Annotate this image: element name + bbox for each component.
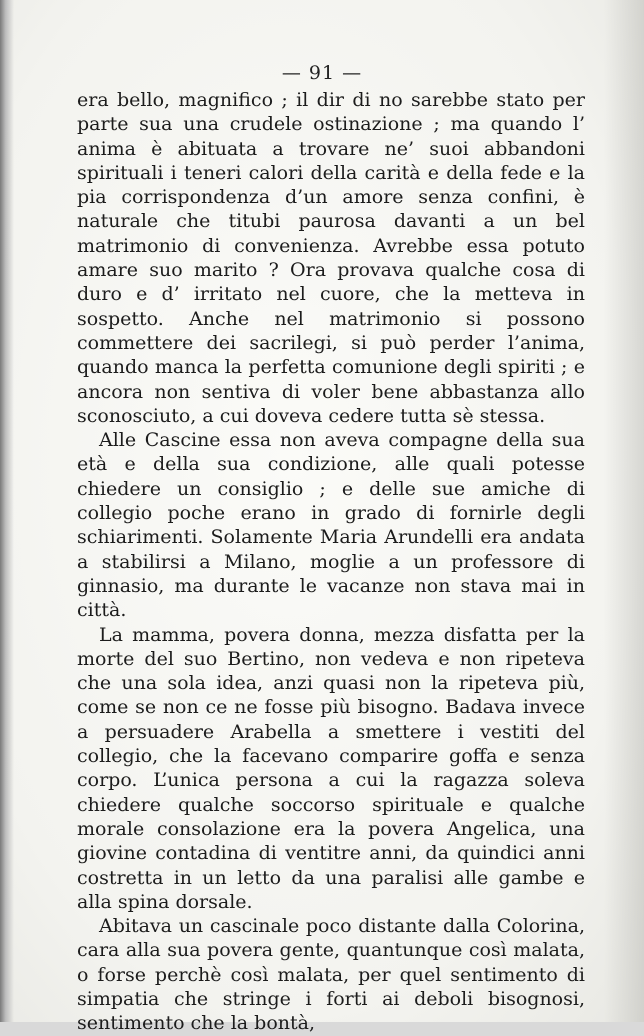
paragraph-1: era bello, magnifico ; il dir di no sarebbe stato per parte sua una crudele ostinazione ; ma quando l’ anima è abituata a trovare ne’ suoi abbandoni spirituali i teneri calori della carità e della fede e la pia corrispondenza d’un amore senza confini, è naturale che titubi paurosa davanti a un bel matrimonio di convenienza. Avrebbe essa potuto amare suo marito ? Ora provava qualche cosa di duro e d’ irritato nel cuore, che la metteva in sospetto. Anche nel matrimonio si possono commettere dei sacrilegi, si può perder l’anima, quando manca la perfetta comunione degli spiriti ; e ancora non sentiva di voler bene abbastanza allo sconosciuto, a cui doveva cedere tutta sè stessa. xyxy=(77,89,585,427)
paragraph-2: Alle Cascine essa non aveva compagne della sua età e della sua condizione, alle quali potesse chiedere un consiglio ; e delle sue amiche di collegio poche erano in grado di fornirle degli schiarimenti. Solamente Maria Arundelli era andata a stabilirsi a Milano, moglie a un professore di ginnasio, ma durante le vacanze non stava mai in città. xyxy=(77,429,585,622)
page-edge-shade xyxy=(604,0,644,1022)
body-text xyxy=(77,88,585,1036)
paragraph-3: La mamma, povera donna, mezza disfatta per la morte del suo Bertino, non vedeva e non ripeteva che una sola idea, anzi quasi non la ripeteva più, come se non ce ne fosse più bisogno. Badava invece a persuadere Arabella a smettere i vestiti del collegio, che la facevano comparire goffa e senza corpo. L’unica persona a cui la ragazza soleva chiedere qualche soccorso spirituale e qualche morale consolazione era la povera Angelica, una giovine contadina di ventitre anni, da quindici anni costretta in un letto da una paralisi alle gambe e alla spina dorsale. xyxy=(77,623,585,913)
paragraph-4: Abitava un cascinale poco distante dalla Colorina, cara alla sua povera gente, quantunque così malata, o forse perchè così malata, per quel sentimento di simpatia che stringe i forti ai deboli bisognosi, sentimento che la bontà, xyxy=(77,915,585,1035)
page-number: — 91 — xyxy=(281,62,363,84)
binding-shadow xyxy=(0,0,14,1022)
